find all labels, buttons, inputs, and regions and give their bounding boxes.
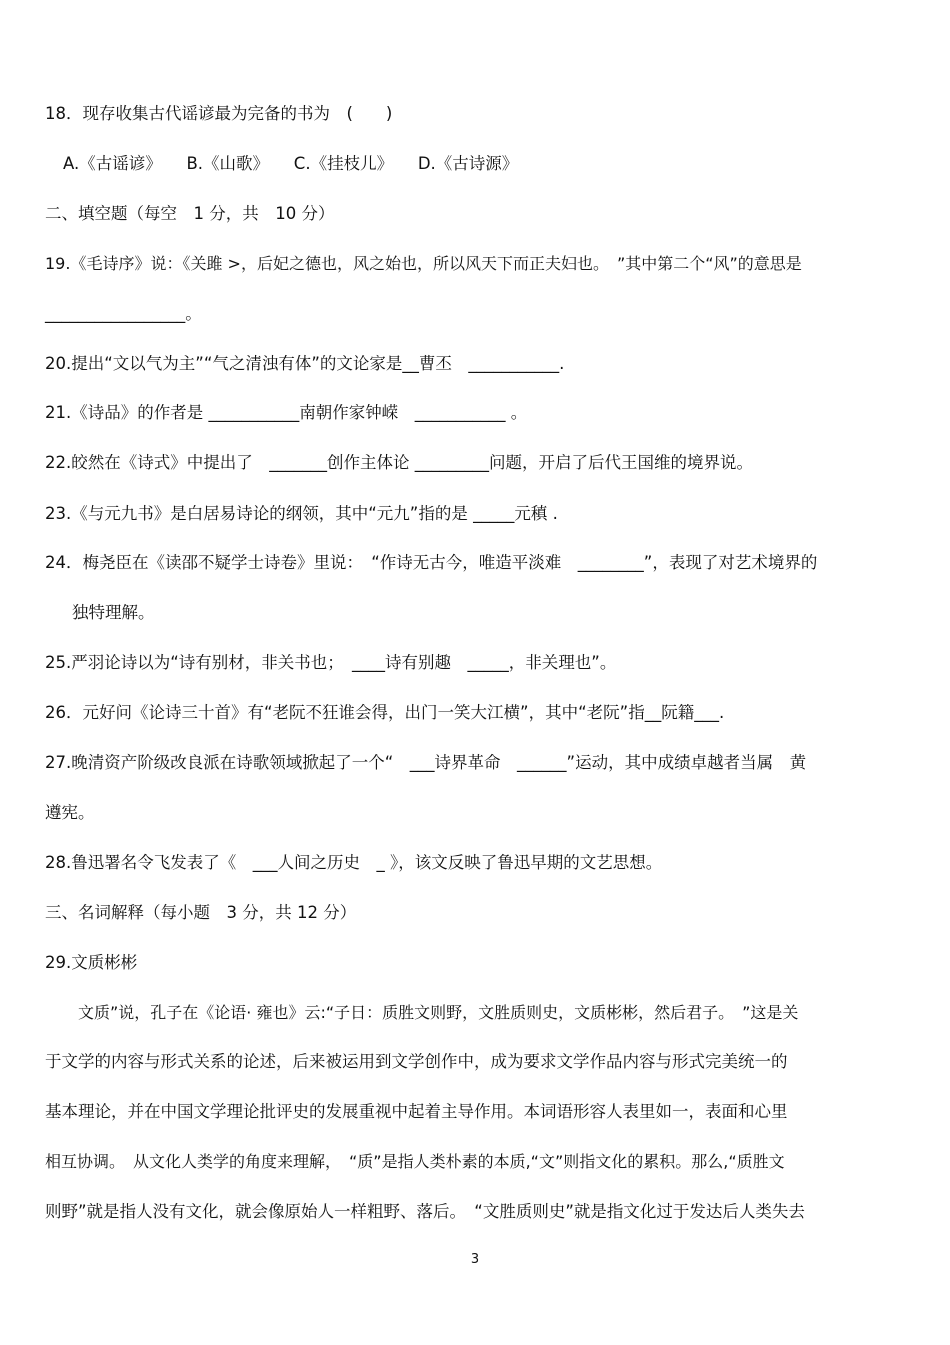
question-19-blank: _________________。 — [45, 304, 202, 323]
question-25: 25.严羽论诗以为“诗有别材，非关书也； ____诗有别趣 _____，非关理也”。 — [45, 653, 617, 672]
question-20: 20.提出“文以气为主”“气之清浊有体”的文论家是__曹丕 ___________. — [45, 354, 565, 373]
answer-paragraph-line-1: 文质”说，孔子在《论语· 雍也》云:“子日：质胜文则野，文胜质则史，文质彬彬，然后君子。 ”这是关 — [78, 1003, 799, 1022]
answer-paragraph-line-3: 基本理论，并在中国文学理论批评史的发展重视中起着主导作用。本词语形容人表里如一，表面和心里 — [45, 1102, 788, 1121]
question-28: 28.鲁迅署名令飞发表了《 ___人间之历史 _ 》，该文反映了鲁迅早期的文艺思想。 — [45, 853, 663, 872]
question-27-continuation: 遵宪。 — [45, 803, 95, 822]
question-18: 18．现存收集古代谣谚最为完备的书为 ( ) — [45, 104, 393, 123]
section-2-heading: 二、填空题（每空 1 分，共 10 分） — [45, 204, 335, 223]
answer-paragraph-line-5: 则野”就是指人没有文化，就会像原始人一样粗野、落后。 “文胜质则史”就是指文化过于发达后人类失去 — [45, 1202, 805, 1221]
answer-paragraph-line-2: 于文学的内容与形式关系的论述，后来被运用到文学创作中，成为要求文学作品内容与形式完美统一的 — [45, 1052, 788, 1071]
question-19: 19.《毛诗序》说：《关雎 >，后妃之德也，风之始也，所以风天下而正夫妇也。 ”其中第二个“风”的意思是 — [45, 254, 802, 273]
question-26: 26．元好问《论诗三十首》有“老阮不狂谁会得，出门一笑大江横”，其中“老阮”指__阮籍___. — [45, 703, 725, 722]
question-18-options: A.《古谣谚》 B.《山歌》 C.《挂枝儿》 D.《古诗源》 — [63, 154, 519, 173]
question-22: 22.皎然在《诗式》中提出了 _______创作主体论 _________问题，开启了后代王国维的境界说。 — [45, 453, 753, 472]
page-number: 3 — [470, 1252, 480, 1267]
question-29: 29.文质彬彬 — [45, 953, 138, 972]
question-21: 21.《诗品》的作者是 ___________南朝作家钟嵘 ___________ 。 — [45, 403, 528, 422]
section-3-heading: 三、名词解释（每小题 3 分，共 12 分） — [45, 903, 357, 922]
answer-paragraph-line-4: 相互协调。 从文化人类学的角度来理解， “质”是指人类朴素的本质,“文”则指文化的累积。那么,“质胜文 — [45, 1152, 785, 1171]
question-27: 27.晚清资产阶级改良派在诗歌领域掀起了一个“ ___诗界革命 ______”运动，其中成绩卓越者当属 黄 — [45, 753, 807, 772]
question-24: 24．梅尧臣在《读邵不疑学士诗卷》里说： “作诗无古今，唯造平淡难 ________”，表现了对艺术境界的 — [45, 553, 818, 572]
question-23: 23.《与元九书》是白居易诗论的纲领，其中“元九”指的是 _____元稹 . — [45, 504, 558, 523]
question-24-continuation: 独特理解。 — [72, 603, 155, 622]
